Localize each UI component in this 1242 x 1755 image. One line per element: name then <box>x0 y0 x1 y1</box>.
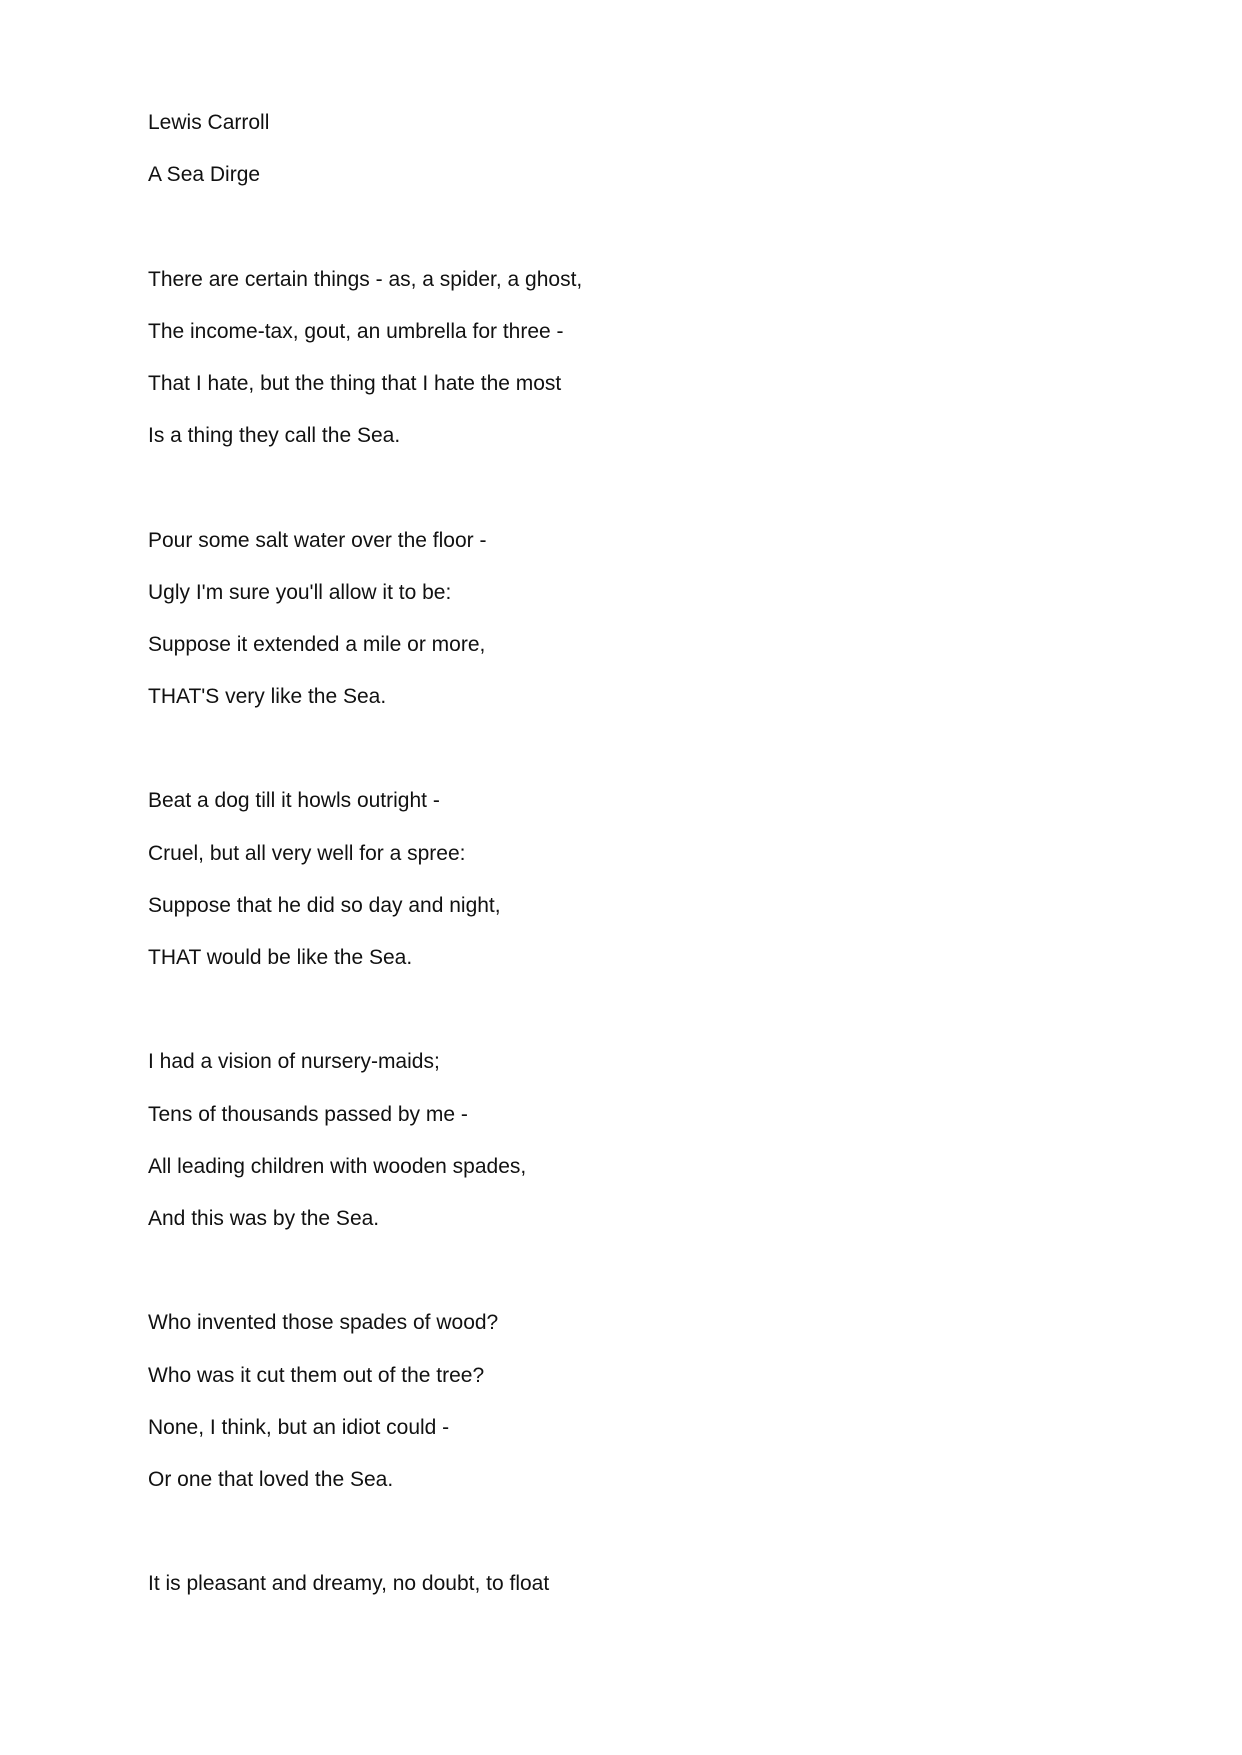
author-line: Lewis Carroll <box>148 111 270 134</box>
blank-line <box>148 997 1148 1023</box>
blank-line <box>148 475 1148 501</box>
poem-line: Ugly I'm sure you'll allow it to be: <box>148 580 452 604</box>
poem-line: I had a vision of nursery-maids; <box>148 1050 440 1074</box>
poem-line: And this was by the Sea. <box>148 1206 380 1230</box>
blank-line <box>148 1519 1148 1545</box>
poem-line: Pour some salt water over the floor - <box>148 528 487 552</box>
poem-text <box>148 110 1148 1623</box>
blank-line <box>148 736 1148 762</box>
poem-line: Or one that loved the Sea. <box>148 1467 394 1491</box>
poem-line: There are certain things - as, a spider, a ghost, <box>148 267 583 291</box>
poem-line: Who was it cut them out of the tree? <box>148 1363 485 1387</box>
poem-line: None, I think, but an idiot could - <box>148 1415 450 1439</box>
poem-line: Suppose it extended a mile or more, <box>148 632 486 656</box>
poem-line: Tens of thousands passed by me - <box>148 1102 468 1126</box>
poem-line: The income-tax, gout, an umbrella for three - <box>148 319 564 343</box>
blank-line <box>148 214 1148 240</box>
poem-line: THAT'S very like the Sea. <box>148 685 387 709</box>
poem-line: Is a thing they call the Sea. <box>148 424 401 448</box>
poem-line: Who invented those spades of wood? <box>148 1311 499 1335</box>
poem-line: THAT would be like the Sea. <box>148 946 413 969</box>
blank-line <box>148 1258 1148 1284</box>
poem-line: It is pleasant and dreamy, no doubt, to float <box>148 1572 550 1596</box>
poem-line: Suppose that he did so day and night, <box>148 893 501 917</box>
poem-line: Cruel, but all very well for a spree: <box>148 841 466 865</box>
poem-line: Beat a dog till it howls outright - <box>148 789 440 813</box>
poem-line: All leading children with wooden spades, <box>148 1154 527 1178</box>
title-line: A Sea Dirge <box>148 163 261 187</box>
poem-line: That I hate, but the thing that I hate the most <box>148 371 562 395</box>
